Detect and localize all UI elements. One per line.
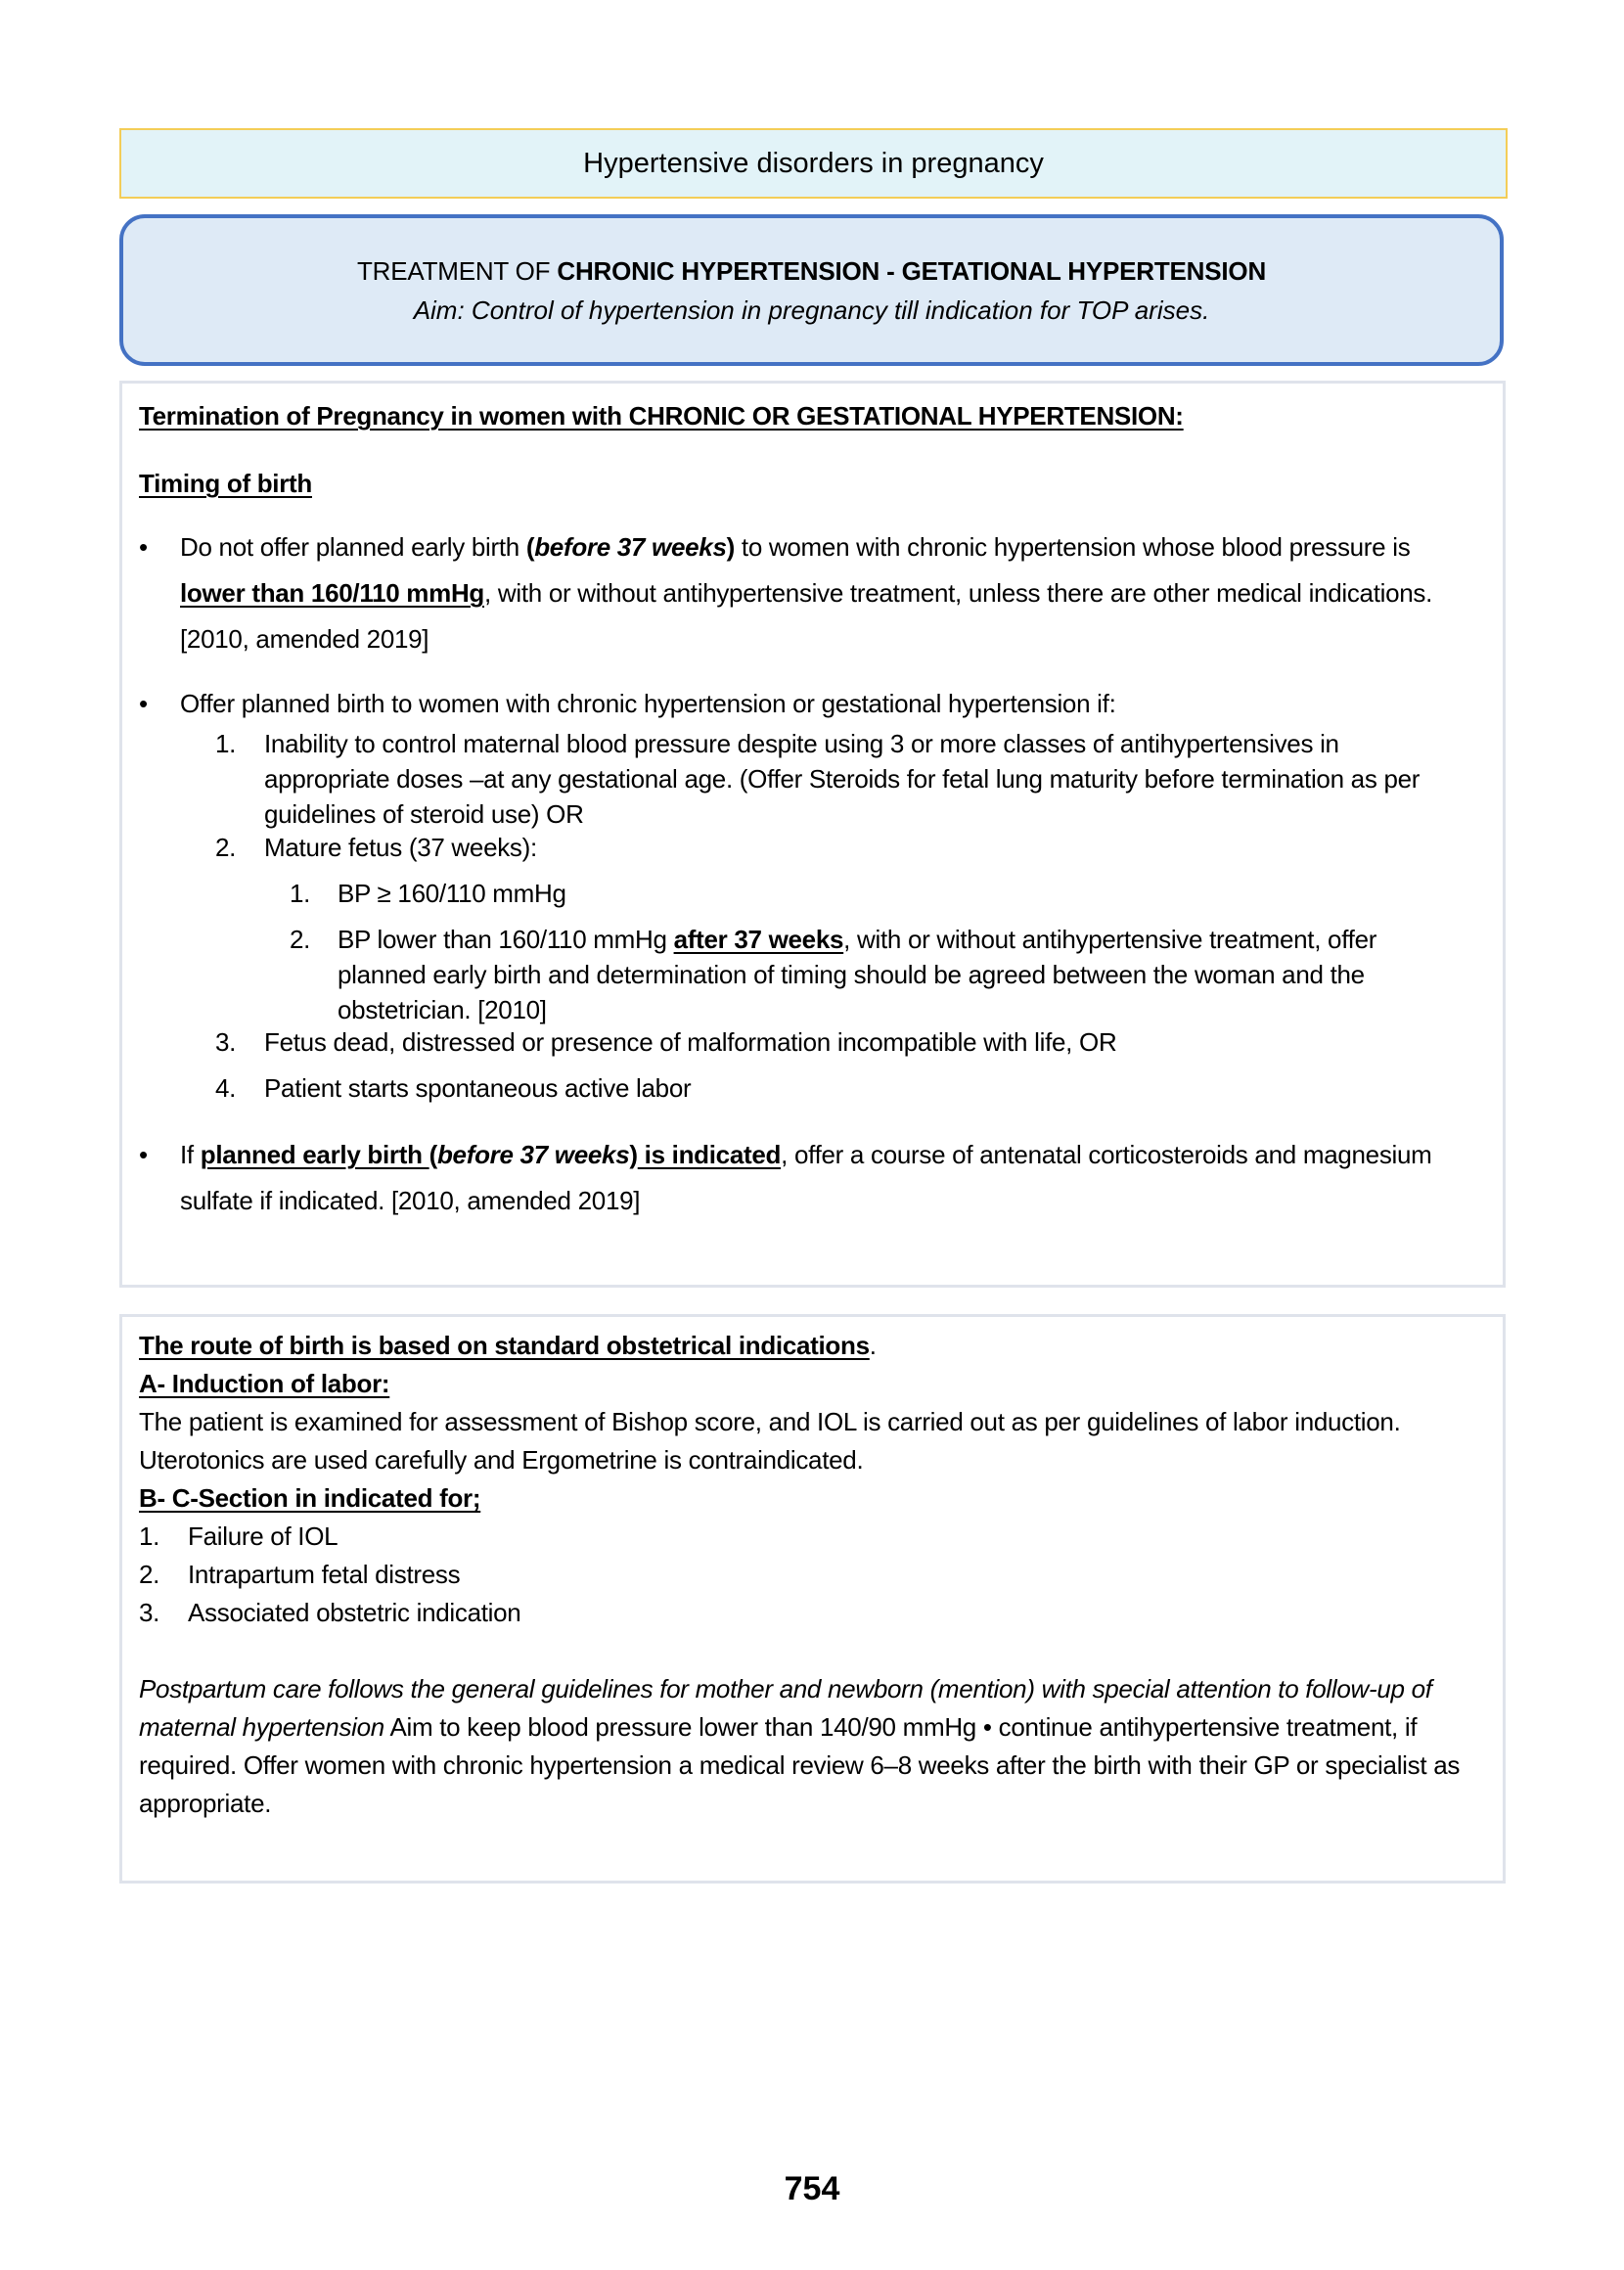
treatment-title	[357, 251, 1266, 291]
bullet-icon: •	[139, 1140, 148, 1169]
treatment-title-bold: CHRONIC HYPERTENSION - GETATIONAL HYPERTENSION	[557, 255, 1267, 286]
bullet-offer-planned-birth	[139, 681, 1479, 727]
item-text: Patient starts spontaneous active labor	[264, 1073, 692, 1103]
item-number: 2.	[290, 925, 311, 954]
item-number: 3.	[215, 1027, 237, 1057]
section-title: Hypertensive disorders in pregnancy	[583, 147, 1044, 179]
termination-section	[119, 381, 1506, 1288]
route-heading: The route of birth is based on standard obstetrical indications.	[139, 1331, 877, 1360]
item-text: Inability to control maternal blood pressure despite using 3 or more classes of antihypertensives in appropriate doses –at any gestational age. (Offer Steroids for fetal lung maturity before termination as per guidelines of steroid use) OR	[264, 729, 1421, 829]
item-text: Fetus dead, distressed or presence of malformation incompatible with life, OR	[264, 1027, 1117, 1057]
indication-item	[215, 726, 1458, 832]
induction-text: The patient is examined for assessment of Bishop score, and IOL is carried out as per guidelines of labor induction. Uterotonics are used carefully and Ergometrine is contraindicated.	[139, 1407, 1401, 1475]
csection-item: 2. Intrapartum fetal distress	[139, 1560, 461, 1589]
item-text: BP lower than 160/110 mmHg after 37 weeks, with or without antihypertensive treatment, offer planned early birth and determination of timing should be agreed between the woman and the obstetrician. [2010]	[338, 925, 1377, 1024]
sub-indication-item	[290, 922, 1385, 1027]
bullet-no-early-birth	[139, 524, 1479, 662]
csection-item: 1. Failure of IOL	[139, 1521, 338, 1551]
item-number: 2.	[215, 833, 237, 862]
termination-heading: Termination of Pregnancy in women with CHRONIC OR GESTATIONAL HYPERTENSION:	[139, 401, 1184, 431]
page-number: 754	[784, 2170, 840, 2207]
bullet-icon: •	[139, 689, 148, 718]
csection-heading: B- C-Section in indicated for;	[139, 1483, 481, 1513]
item-text: Mature fetus (37 weeks):	[264, 833, 537, 862]
induction-heading: A- Induction of labor:	[139, 1369, 390, 1398]
treatment-aim-box	[119, 214, 1504, 366]
indication-item	[215, 1024, 1487, 1060]
indication-item	[215, 1070, 1487, 1106]
route-of-birth-section	[119, 1314, 1506, 1884]
item-text: BP ≥ 160/110 mmHg	[338, 879, 566, 908]
item-number: 4.	[215, 1073, 237, 1103]
timing-of-birth-heading: Timing of birth	[139, 469, 312, 498]
bullet-text: If planned early birth (before 37 weeks) is indicated, offer a course of antenatal corticosteroids and magnesium sulfate if indicated. [2010, amended 2019]	[180, 1140, 1432, 1215]
section-title-banner	[119, 128, 1508, 199]
csection-item: 3. Associated obstetric indication	[139, 1598, 521, 1627]
bullet-text: Do not offer planned early birth (before 37 weeks) to women with chronic hypertension whose blood pressure is lower than 160/110 mmHg, with or without antihypertensive treatment, unless there are other medical indications. [2010, amended 2019]	[180, 532, 1433, 654]
postpartum-care-text: Postpartum care follows the general guidelines for mother and newborn (mention) with special attention to follow-up of maternal hypertension Aim to keep blood pressure lower than 140/90 mmHg • continue antihypertensive treatment, if required. Offer women with chronic hypertension a medical review 6–8 weeks after the birth with their GP or specialist as appropriate.	[139, 1674, 1461, 1818]
bullet-early-birth-steroids	[139, 1132, 1479, 1224]
bullet-icon: •	[139, 532, 148, 562]
bullet-text: Offer planned birth to women with chronic hypertension or gestational hypertension if:	[180, 689, 1116, 718]
item-number: 1.	[290, 879, 311, 908]
sub-indication-item	[290, 876, 1561, 911]
treatment-title-prefix: TREATMENT OF	[356, 255, 558, 286]
indication-item	[215, 830, 1487, 865]
treatment-aim: Aim: Control of hypertension in pregnancy till indication for TOP arises.	[413, 295, 1210, 325]
item-number: 1.	[215, 729, 237, 758]
